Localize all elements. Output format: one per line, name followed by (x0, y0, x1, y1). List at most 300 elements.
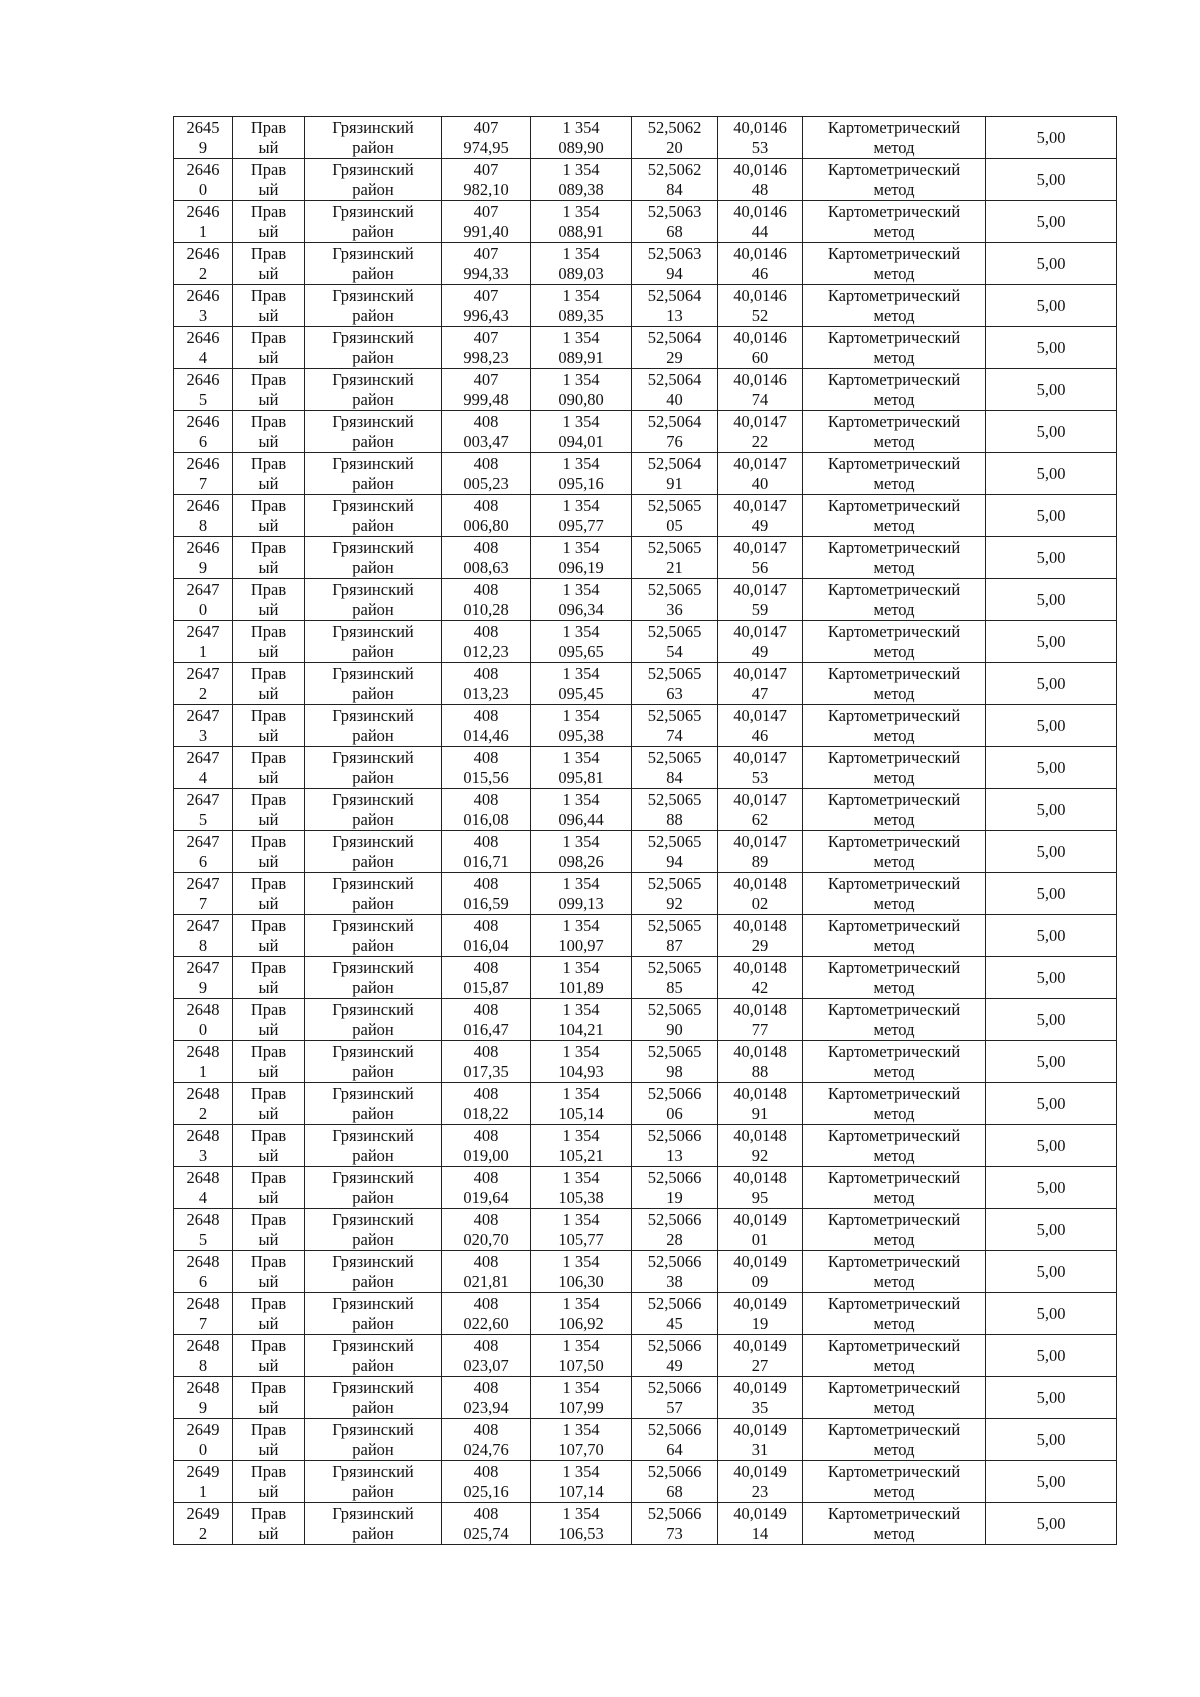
cell-text: 408 (473, 1083, 499, 1103)
cell-text: 40,0148 (733, 957, 787, 977)
point-number-cell (174, 285, 233, 327)
cell-text: 42 (751, 977, 769, 997)
cell-text: метод (873, 515, 915, 535)
cell-text: 40,0147 (733, 495, 787, 515)
latitude-cell (632, 915, 718, 957)
cell-text: ый (258, 431, 279, 451)
district-cell (305, 1461, 442, 1503)
cell-text: метод (873, 725, 915, 745)
side-cell (233, 453, 305, 495)
y-coordinate-cell (531, 663, 632, 705)
point-number-cell (174, 327, 233, 369)
latitude-cell (632, 1377, 718, 1419)
accuracy-cell (986, 285, 1117, 327)
cell-text: 104,93 (558, 1061, 604, 1081)
cell-text: 408 (473, 1335, 499, 1355)
cell-text: район (352, 1355, 394, 1375)
cell-text: метод (873, 1355, 915, 1375)
point-number-cell (174, 621, 233, 663)
longitude-cell (718, 747, 803, 789)
cell-text: 023,94 (463, 1397, 509, 1417)
accuracy-cell (986, 1503, 1117, 1545)
cell-text: 408 (473, 411, 499, 431)
cell-text: 40,0147 (733, 579, 787, 599)
method-cell (803, 327, 986, 369)
cell-text: Прав (250, 117, 287, 137)
cell-text: Картометрический (827, 1335, 961, 1355)
cell-text: 089,35 (558, 305, 604, 325)
side-cell (233, 579, 305, 621)
table-row (174, 831, 1117, 873)
latitude-cell (632, 495, 718, 537)
table-row (174, 453, 1117, 495)
cell-text: 5,00 (1036, 421, 1066, 441)
point-number-cell (174, 1335, 233, 1377)
cell-text: 68 (666, 1481, 683, 1501)
district-cell (305, 1125, 442, 1167)
district-cell (305, 1167, 442, 1209)
cell-text: метод (873, 809, 915, 829)
x-coordinate-cell (442, 1335, 531, 1377)
cell-text: 52,5066 (647, 1503, 702, 1523)
side-cell (233, 663, 305, 705)
cell-text: 408 (473, 495, 499, 515)
method-cell (803, 747, 986, 789)
y-coordinate-cell (531, 1377, 632, 1419)
cell-text: 48 (751, 179, 769, 199)
y-coordinate-cell (531, 1251, 632, 1293)
longitude-cell (718, 915, 803, 957)
cell-text: 40,0147 (733, 705, 787, 725)
x-coordinate-cell (442, 873, 531, 915)
latitude-cell (632, 243, 718, 285)
cell-text: 38 (666, 1271, 683, 1291)
x-coordinate-cell (442, 495, 531, 537)
cell-text: Грязинский (332, 957, 414, 977)
method-cell (803, 1293, 986, 1335)
cell-text: 95 (751, 1187, 769, 1207)
cell-text: 089,90 (558, 137, 604, 157)
cell-text: метод (873, 305, 915, 325)
cell-text: Грязинский (332, 285, 414, 305)
cell-text: 407 (473, 201, 499, 221)
table-row (174, 495, 1117, 537)
cell-text: 408 (473, 537, 499, 557)
cell-text: Картометрический (827, 957, 961, 977)
accuracy-cell (986, 873, 1117, 915)
cell-text: 92 (751, 1145, 769, 1165)
latitude-cell (632, 159, 718, 201)
cell-text: 4 (198, 767, 208, 787)
method-cell (803, 1335, 986, 1377)
cell-text: 1 354 (562, 453, 600, 473)
cell-text: 54 (666, 641, 683, 661)
latitude-cell (632, 411, 718, 453)
cell-text: 40,0147 (733, 453, 787, 473)
cell-text: метод (873, 1061, 915, 1081)
cell-text: 02 (751, 893, 769, 913)
method-cell (803, 999, 986, 1041)
cell-text: 46 (751, 263, 769, 283)
longitude-cell (718, 453, 803, 495)
cell-text: 107,99 (558, 1397, 604, 1417)
cell-text: Картометрический (827, 495, 961, 515)
method-cell (803, 369, 986, 411)
accuracy-cell (986, 1041, 1117, 1083)
cell-text: метод (873, 1229, 915, 1249)
longitude-cell (718, 285, 803, 327)
cell-text: 008,63 (463, 557, 509, 577)
cell-text: 52,5066 (647, 1461, 702, 1481)
cell-text: 089,38 (558, 179, 604, 199)
cell-text: ый (258, 263, 279, 283)
cell-text: 2646 (186, 537, 220, 557)
cell-text: 5,00 (1036, 841, 1066, 861)
cell-text: 52,5065 (647, 579, 702, 599)
cell-text: район (352, 389, 394, 409)
cell-text: Прав (250, 1377, 287, 1397)
cell-text: 2646 (186, 453, 220, 473)
cell-text: 408 (473, 1125, 499, 1145)
y-coordinate-cell (531, 1209, 632, 1251)
cell-text: 52,5065 (647, 495, 702, 515)
cell-text: 408 (473, 1503, 499, 1523)
cell-text: 52,5064 (647, 453, 702, 473)
cell-text: Прав (250, 411, 287, 431)
side-cell (233, 1377, 305, 1419)
cell-text: Грязинский (332, 1083, 414, 1103)
longitude-cell (718, 243, 803, 285)
table-row (174, 1251, 1117, 1293)
accuracy-cell (986, 1125, 1117, 1167)
cell-text: ый (258, 809, 279, 829)
method-cell (803, 453, 986, 495)
cell-text: Прав (250, 1503, 287, 1523)
cell-text: 1 354 (562, 201, 600, 221)
cell-text: 52,5065 (647, 621, 702, 641)
cell-text: 59 (751, 599, 769, 619)
cell-text: 994,33 (463, 263, 509, 283)
x-coordinate-cell (442, 663, 531, 705)
cell-text: метод (873, 851, 915, 871)
cell-text: 5,00 (1036, 379, 1066, 399)
cell-text: 7 (198, 473, 208, 493)
x-coordinate-cell (442, 789, 531, 831)
cell-text: ый (258, 557, 279, 577)
longitude-cell (718, 537, 803, 579)
cell-text: 5,00 (1036, 925, 1066, 945)
accuracy-cell (986, 579, 1117, 621)
cell-text: 52,5065 (647, 831, 702, 851)
cell-text: 1 354 (562, 1335, 600, 1355)
cell-text: 407 (473, 117, 499, 137)
point-number-cell (174, 495, 233, 537)
side-cell (233, 621, 305, 663)
cell-text: ый (258, 599, 279, 619)
cell-text: Грязинский (332, 453, 414, 473)
cell-text: 2646 (186, 327, 220, 347)
cell-text: метод (873, 893, 915, 913)
cell-text: 5,00 (1036, 589, 1066, 609)
cell-text: 2648 (186, 1335, 220, 1355)
cell-text: Грязинский (332, 159, 414, 179)
method-cell (803, 873, 986, 915)
cell-text: Картометрический (827, 579, 961, 599)
cell-text: Грязинский (332, 411, 414, 431)
method-cell (803, 1209, 986, 1251)
cell-text: 92 (666, 893, 683, 913)
cell-text: Грязинский (332, 495, 414, 515)
cell-text: 52,5064 (647, 369, 702, 389)
cell-text: 014,46 (463, 725, 509, 745)
latitude-cell (632, 1503, 718, 1545)
cell-text: 1 354 (562, 1503, 600, 1523)
cell-text: 106,30 (558, 1271, 604, 1291)
side-cell (233, 117, 305, 159)
cell-text: 024,76 (463, 1439, 509, 1459)
cell-text: 4 (198, 347, 208, 367)
cell-text: 89 (751, 851, 769, 871)
cell-text: 3 (198, 305, 208, 325)
cell-text: 5,00 (1036, 883, 1066, 903)
cell-text: район (352, 1019, 394, 1039)
cell-text: район (352, 305, 394, 325)
cell-text: 40,0146 (733, 117, 787, 137)
cell-text: Прав (250, 747, 287, 767)
y-coordinate-cell (531, 201, 632, 243)
longitude-cell (718, 1419, 803, 1461)
cell-text: 020,70 (463, 1229, 509, 1249)
cell-text: 2647 (186, 705, 220, 725)
y-coordinate-cell (531, 1419, 632, 1461)
cell-text: Грязинский (332, 1041, 414, 1061)
district-cell (305, 747, 442, 789)
cell-text: 49 (751, 641, 769, 661)
cell-text: 1 354 (562, 243, 600, 263)
cell-text: 40,0147 (733, 621, 787, 641)
cell-text: 1 354 (562, 537, 600, 557)
cell-text: 40,0147 (733, 411, 787, 431)
cell-text: 13 (666, 1145, 683, 1165)
cell-text: 52,5063 (647, 243, 702, 263)
cell-text: 52,5066 (647, 1293, 702, 1313)
cell-text: Грязинский (332, 873, 414, 893)
cell-text: 105,21 (558, 1145, 604, 1165)
table-row (174, 1461, 1117, 1503)
cell-text: ый (258, 1061, 279, 1081)
cell-text: 40,0148 (733, 1167, 787, 1187)
table-row (174, 327, 1117, 369)
district-cell (305, 1209, 442, 1251)
cell-text: 105,38 (558, 1187, 604, 1207)
longitude-cell (718, 159, 803, 201)
cell-text: 5,00 (1036, 631, 1066, 651)
cell-text: район (352, 935, 394, 955)
cell-text: 9 (198, 1397, 208, 1417)
cell-text: 52,5062 (647, 159, 702, 179)
y-coordinate-cell (531, 117, 632, 159)
side-cell (233, 1041, 305, 1083)
x-coordinate-cell (442, 243, 531, 285)
side-cell (233, 537, 305, 579)
cell-text: 408 (473, 1041, 499, 1061)
table-row (174, 201, 1117, 243)
latitude-cell (632, 873, 718, 915)
side-cell (233, 831, 305, 873)
cell-text: 5,00 (1036, 463, 1066, 483)
x-coordinate-cell (442, 957, 531, 999)
cell-text: Грязинский (332, 369, 414, 389)
cell-text: Прав (250, 285, 287, 305)
cell-text: 40,0148 (733, 873, 787, 893)
cell-text: 5,00 (1036, 673, 1066, 693)
cell-text: Прав (250, 579, 287, 599)
cell-text: 408 (473, 621, 499, 641)
cell-text: 5,00 (1036, 1135, 1066, 1155)
point-number-cell (174, 1209, 233, 1251)
cell-text: 19 (751, 1313, 769, 1333)
cell-text: Картометрический (827, 285, 961, 305)
cell-text: 015,56 (463, 767, 509, 787)
cell-text: 2646 (186, 369, 220, 389)
cell-text: 52,5065 (647, 1041, 702, 1061)
cell-text: 47 (751, 683, 769, 703)
cell-text: метод (873, 977, 915, 997)
y-coordinate-cell (531, 915, 632, 957)
point-number-cell (174, 1125, 233, 1167)
cell-text: 88 (666, 809, 683, 829)
point-number-cell (174, 453, 233, 495)
x-coordinate-cell (442, 999, 531, 1041)
longitude-cell (718, 621, 803, 663)
cell-text: район (352, 1103, 394, 1123)
cell-text: 52,5066 (647, 1335, 702, 1355)
x-coordinate-cell (442, 453, 531, 495)
cell-text: 005,23 (463, 473, 509, 493)
cell-text: Картометрический (827, 1251, 961, 1271)
accuracy-cell (986, 957, 1117, 999)
y-coordinate-cell (531, 957, 632, 999)
cell-text: 29 (751, 935, 769, 955)
cell-text: район (352, 1439, 394, 1459)
cell-text: 2 (198, 263, 208, 283)
district-cell (305, 159, 442, 201)
accuracy-cell (986, 999, 1117, 1041)
method-cell (803, 1167, 986, 1209)
accuracy-cell (986, 1293, 1117, 1335)
cell-text: 5,00 (1036, 211, 1066, 231)
y-coordinate-cell (531, 831, 632, 873)
cell-text: 1 354 (562, 705, 600, 725)
cell-text: 53 (751, 137, 769, 157)
cell-text: 6 (198, 1271, 208, 1291)
side-cell (233, 1083, 305, 1125)
latitude-cell (632, 831, 718, 873)
cell-text: 5,00 (1036, 127, 1066, 147)
cell-text: 5,00 (1036, 799, 1066, 819)
cell-text: 408 (473, 957, 499, 977)
cell-text: метод (873, 935, 915, 955)
table-row (174, 663, 1117, 705)
cell-text: ый (258, 767, 279, 787)
cell-text: 096,44 (558, 809, 604, 829)
cell-text: 2649 (186, 1419, 220, 1439)
cell-text: район (352, 1229, 394, 1249)
cell-text: район (352, 1187, 394, 1207)
table-row (174, 159, 1117, 201)
side-cell (233, 957, 305, 999)
cell-text: ый (258, 893, 279, 913)
longitude-cell (718, 411, 803, 453)
cell-text: Картометрический (827, 411, 961, 431)
latitude-cell (632, 1209, 718, 1251)
cell-text: Картометрический (827, 831, 961, 851)
cell-text: район (352, 137, 394, 157)
latitude-cell (632, 285, 718, 327)
cell-text: 1 354 (562, 1083, 600, 1103)
cell-text: 408 (473, 1167, 499, 1187)
cell-text: 5,00 (1036, 1051, 1066, 1071)
cell-text: 52,5063 (647, 201, 702, 221)
x-coordinate-cell (442, 705, 531, 747)
method-cell (803, 663, 986, 705)
side-cell (233, 495, 305, 537)
cell-text: 098,26 (558, 851, 604, 871)
cell-text: район (352, 263, 394, 283)
longitude-cell (718, 873, 803, 915)
longitude-cell (718, 789, 803, 831)
point-number-cell (174, 1293, 233, 1335)
cell-text: 1 (198, 221, 208, 241)
cell-text: 2648 (186, 1041, 220, 1061)
cell-text: Прав (250, 1167, 287, 1187)
side-cell (233, 243, 305, 285)
point-number-cell (174, 537, 233, 579)
x-coordinate-cell (442, 915, 531, 957)
cell-text: Прав (250, 1209, 287, 1229)
latitude-cell (632, 1419, 718, 1461)
cell-text: 40,0149 (733, 1209, 787, 1229)
cell-text: 52,5065 (647, 957, 702, 977)
cell-text: 408 (473, 1209, 499, 1229)
cell-text: 40,0146 (733, 201, 787, 221)
cell-text: 095,45 (558, 683, 604, 703)
cell-text: район (352, 347, 394, 367)
cell-text: район (352, 473, 394, 493)
x-coordinate-cell (442, 201, 531, 243)
accuracy-cell (986, 453, 1117, 495)
y-coordinate-cell (531, 789, 632, 831)
longitude-cell (718, 957, 803, 999)
accuracy-cell (986, 663, 1117, 705)
cell-text: 106,92 (558, 1313, 604, 1333)
accuracy-cell (986, 369, 1117, 411)
cell-text: 77 (751, 1019, 769, 1039)
cell-text: 52,5065 (647, 537, 702, 557)
cell-text: 1 354 (562, 495, 600, 515)
cell-text: 52,5064 (647, 285, 702, 305)
cell-text: ый (258, 641, 279, 661)
cell-text: 016,59 (463, 893, 509, 913)
cell-text: Прав (250, 453, 287, 473)
longitude-cell (718, 1209, 803, 1251)
cell-text: 982,10 (463, 179, 509, 199)
cell-text: 52,5066 (647, 1419, 702, 1439)
cell-text: 46 (751, 725, 769, 745)
cell-text: 107,50 (558, 1355, 604, 1375)
cell-text: район (352, 221, 394, 241)
point-number-cell (174, 1251, 233, 1293)
